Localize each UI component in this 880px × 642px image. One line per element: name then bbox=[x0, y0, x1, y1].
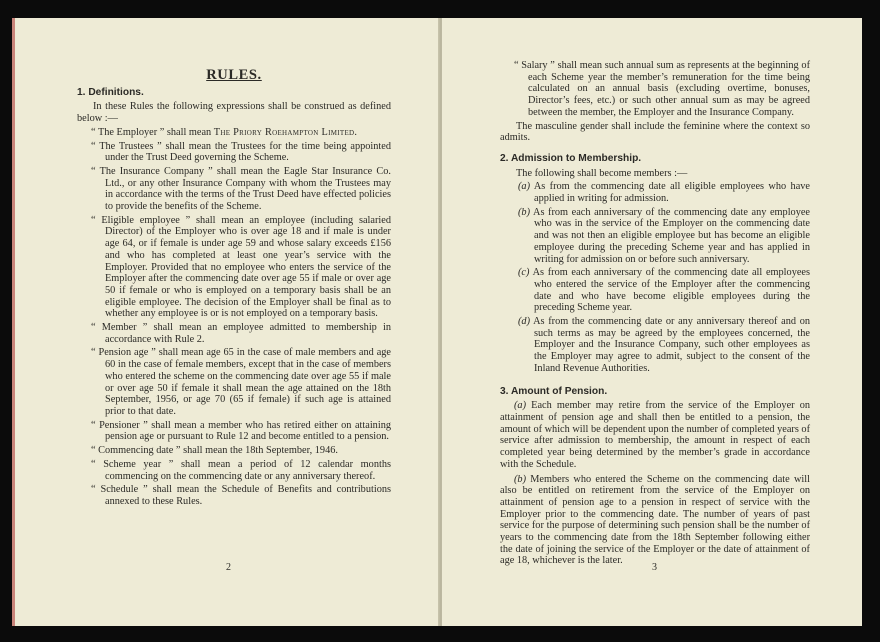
membership-intro: The following shall become members :— bbox=[516, 167, 688, 179]
definition-end: . bbox=[354, 126, 357, 138]
para-text: Members who entered the Scheme on the commencing date will also be entitled on retirement from the service of the Employer on attainment of pension age to a pension in respect of service with the Employer prior to the commencing date. The number of years of past service for the purpose of determining such pension shall be the number of years to the commencing date from the 18th September following either the date of joining the service of the Employer or the date of attainment of age 18, whichever is the later. bbox=[500, 473, 810, 567]
item-text: As from each anniversary of the commencing date all employees who entered the service of the Employer after the commencing date and who have become eligible employees during the preceding Scheme year. bbox=[532, 267, 810, 314]
item-label: (b) bbox=[514, 473, 527, 485]
membership-item-c bbox=[500, 267, 810, 314]
section-2-heading: 2. Admission to Membership. bbox=[500, 152, 642, 164]
gender-note: The masculine gender shall include the feminine where the context so admits. bbox=[500, 120, 810, 144]
definition-pensioner: “ Pensioner ” shall mean a member who has retired either on attaining pension age or pursuant to Rule 12 and become entitled to a pension. bbox=[91, 419, 391, 443]
definition-salary: “ Salary ” shall mean such annual sum as represents at the beginning of each Scheme year the member’s remuneration for the time being calculated on an annual basis (excluding overtime, bonuses, Director’s fees, etc.) or such other annual sum as may be agreed between the member, the Employer and the Insurance Company. bbox=[514, 60, 810, 118]
definition-insurance-company: “ The Insurance Company ” shall mean the Eagle Star Insurance Co. Ltd., or any other Insurance Company with whom the Trustees may in accordance with the terms of the Trust Deed have effected policies to provide the benefits of the Scheme. bbox=[91, 165, 391, 213]
pension-para-b bbox=[500, 474, 810, 568]
membership-item-d bbox=[500, 316, 810, 375]
definitions-intro: In these Rules the following expressions shall be construed as defined below :— bbox=[77, 101, 391, 125]
para-text: Each member may retire from the service of the Employer on attainment of pension age and shall then be entitled to a pension, the amount of which will be dependent upon the number of completed years of service after admission to membership, the amount in respect of each completed year being determined by the member’s grade in accordance with the Schedule. bbox=[500, 400, 810, 470]
definition-member: “ Member ” shall mean an employee admitted to membership in accordance with Rule 2. bbox=[91, 322, 391, 345]
right-page bbox=[442, 18, 862, 626]
definition-commencing-date: “ Commencing date ” shall mean the 18th September, 1946. bbox=[91, 445, 338, 457]
definition-text: “ The Employer ” shall mean bbox=[91, 126, 214, 138]
item-text: As from the commencing date or any anniversary thereof and on such terms as may be agreed by the employees concerned, the Employer and the Insurance Company, such other employees as the Employer may agree to admit, subject to the consent of the Inland Revenue Authorities. bbox=[533, 316, 810, 374]
left-page-text bbox=[77, 67, 391, 508]
item-label: (b) bbox=[518, 206, 531, 218]
pension-para-a bbox=[500, 400, 810, 470]
definition-pension-age: “ Pension age ” shall mean age 65 in the case of male members and age 60 in the case of female members, except that in the case of members who entered the scheme on the commencing date over age 55 if male or over age 50 if female it shall mean the age attained on the 18th September, 1956, or age 70 (65 if female) if such age is attained prior to that date. bbox=[91, 347, 391, 417]
membership-item-b bbox=[500, 207, 810, 266]
item-text: As from the commencing date all eligible employees who have applied in writing for admission. bbox=[533, 181, 810, 205]
definition-schedule: “ Schedule ” shall mean the Schedule of Benefits and contributions annexed to these Rules. bbox=[91, 484, 391, 507]
membership-item-a bbox=[500, 181, 810, 204]
right-page-text bbox=[500, 60, 810, 567]
left-page bbox=[12, 18, 443, 626]
item-label: (a) bbox=[514, 400, 527, 412]
page-number-right: 3 bbox=[652, 562, 657, 573]
rules-title: RULES. bbox=[206, 67, 262, 83]
item-text: As from each anniversary of the commencing date any employee who was in the service of the Employer on the commencing date and was not then an eligible employee but has become an eligible employee during the preceding Scheme year and has applied in writing for admission on or before such anniversary. bbox=[533, 206, 810, 265]
section-1-heading: 1. Definitions. bbox=[77, 86, 144, 98]
item-label: (d) bbox=[518, 316, 531, 328]
definition-trustees: “ The Trustees ” shall mean the Trustees for the time being appointed under the Trust Deed governing the Scheme. bbox=[91, 140, 391, 164]
page-number-left: 2 bbox=[226, 562, 231, 573]
definition-employer bbox=[77, 127, 391, 139]
company-name: The Priory Roehampton Limited bbox=[213, 126, 355, 138]
definition-scheme-year: “ Scheme year ” shall mean a period of 12 calendar months commencing on the commencing date or any anniversary thereof. bbox=[91, 458, 391, 482]
section-3-heading: 3. Amount of Pension. bbox=[500, 385, 608, 397]
item-label: (a) bbox=[518, 181, 531, 193]
definition-eligible-employee: “ Eligible employee ” shall mean an employee (including salaried Director) of the Employer who is over age 18 and if male is under age 64, or if female is under age 59 and whose salary exceeds £156 and who has completed at least one year’s service with the Employer. Provided that no employee who enters the service of the Employer after the commencing date over age 55 if male or over age 50 if female or who is employed on a temporary basis shall be an eligible employee. The decision of the Employer shall be final as to whether any employee is or is not employed on a temporary basis. bbox=[91, 214, 391, 320]
item-label: (c) bbox=[518, 267, 530, 279]
